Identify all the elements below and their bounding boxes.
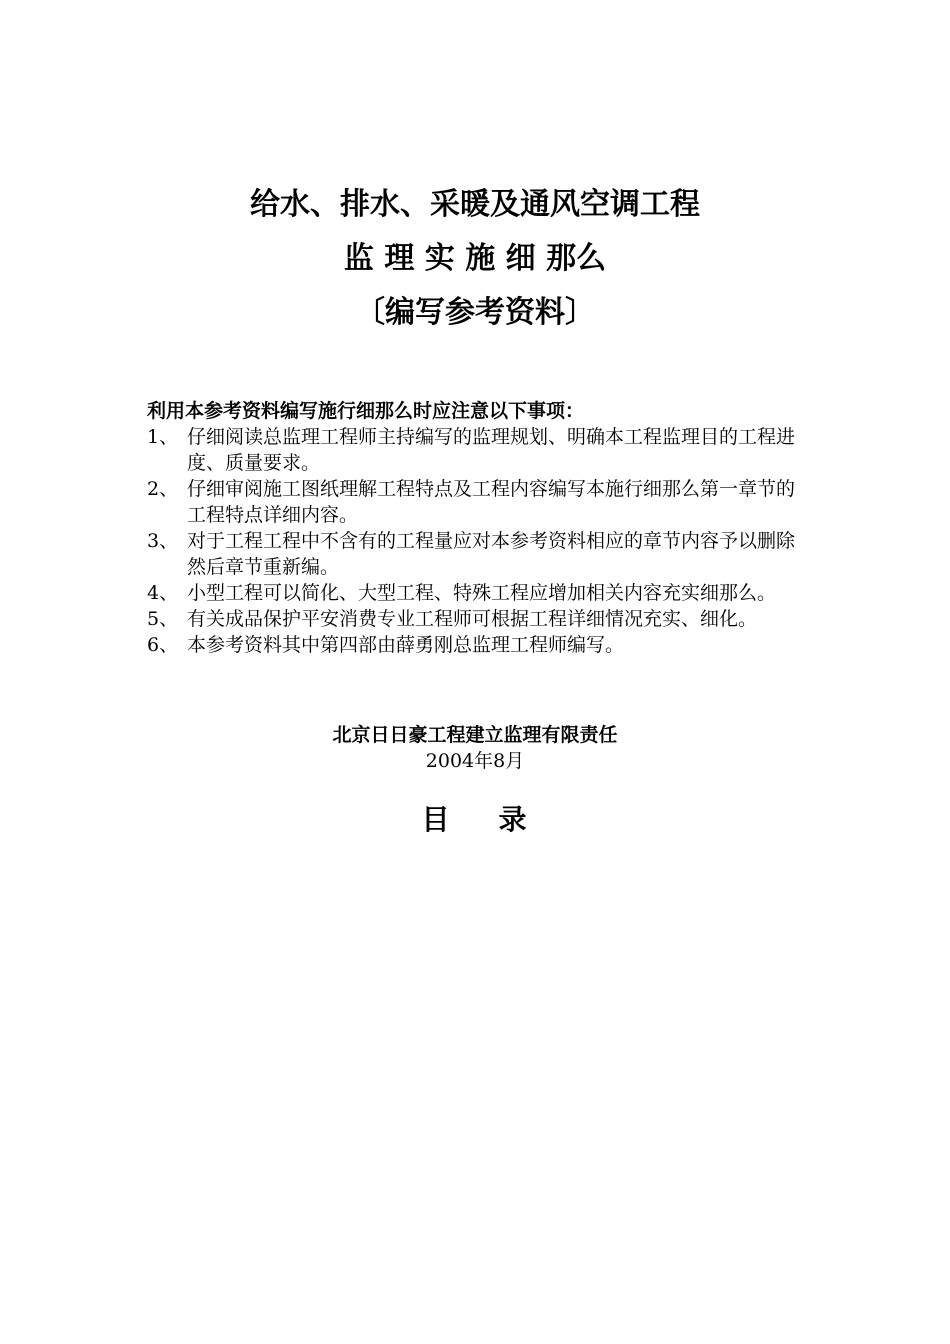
- list-item-text: 本参考资料其中第四部由薛勇刚总监理工程师编写。: [187, 634, 625, 656]
- list-item: [147, 424, 812, 476]
- list-item-number: 6、: [147, 634, 179, 656]
- list-item-text: 对于工程工程中不含有的工程量应对本参考资料相应的章节内容予以删除然后章节重新编。: [187, 530, 796, 578]
- list-item-number: 5、: [147, 608, 179, 630]
- signature-block: [0, 722, 950, 774]
- notice-list: [147, 424, 812, 658]
- table-of-contents-heading: 目 录: [421, 803, 529, 836]
- notice-heading: 利用本参考资料编写施行细那么时应注意以下事项：: [147, 400, 585, 422]
- list-item: [147, 632, 812, 658]
- document-title: [0, 178, 950, 340]
- title-line-3: 〔编写参考资料〕: [355, 295, 595, 330]
- title-line-1: 给水、排水、采暖及通风空调工程: [250, 187, 700, 222]
- list-item-number: 3、: [147, 530, 179, 552]
- notice-section: [147, 398, 812, 658]
- list-item: [147, 606, 812, 632]
- list-item-text: 小型工程可以简化、大型工程、特殊工程应增加相关内容充实细那么。: [187, 582, 777, 604]
- list-item-text: 仔细阅读总监理工程师主持编写的监理规划、明确本工程监理目的工程进度、质量要求。: [187, 426, 796, 474]
- list-item: [147, 476, 812, 528]
- list-item: [147, 528, 812, 580]
- list-item-number: 2、: [147, 478, 179, 500]
- list-item-number: 4、: [147, 582, 179, 604]
- list-item: [147, 580, 812, 606]
- company-name: 北京日日豪工程建立监理有限责任: [332, 724, 618, 746]
- document-date: 2004年8月: [425, 750, 525, 772]
- list-item-text: 仔细审阅施工图纸理解工程特点及工程内容编写本施行细那么第一章节的工程特点详细内容。: [187, 478, 796, 526]
- list-item-text: 有关成品保护平安消费专业工程师可根据工程详细情况充实、细化。: [187, 608, 758, 630]
- list-item-number: 1、: [147, 426, 179, 448]
- title-line-2: 监 理 实 施 细 那么: [343, 241, 607, 276]
